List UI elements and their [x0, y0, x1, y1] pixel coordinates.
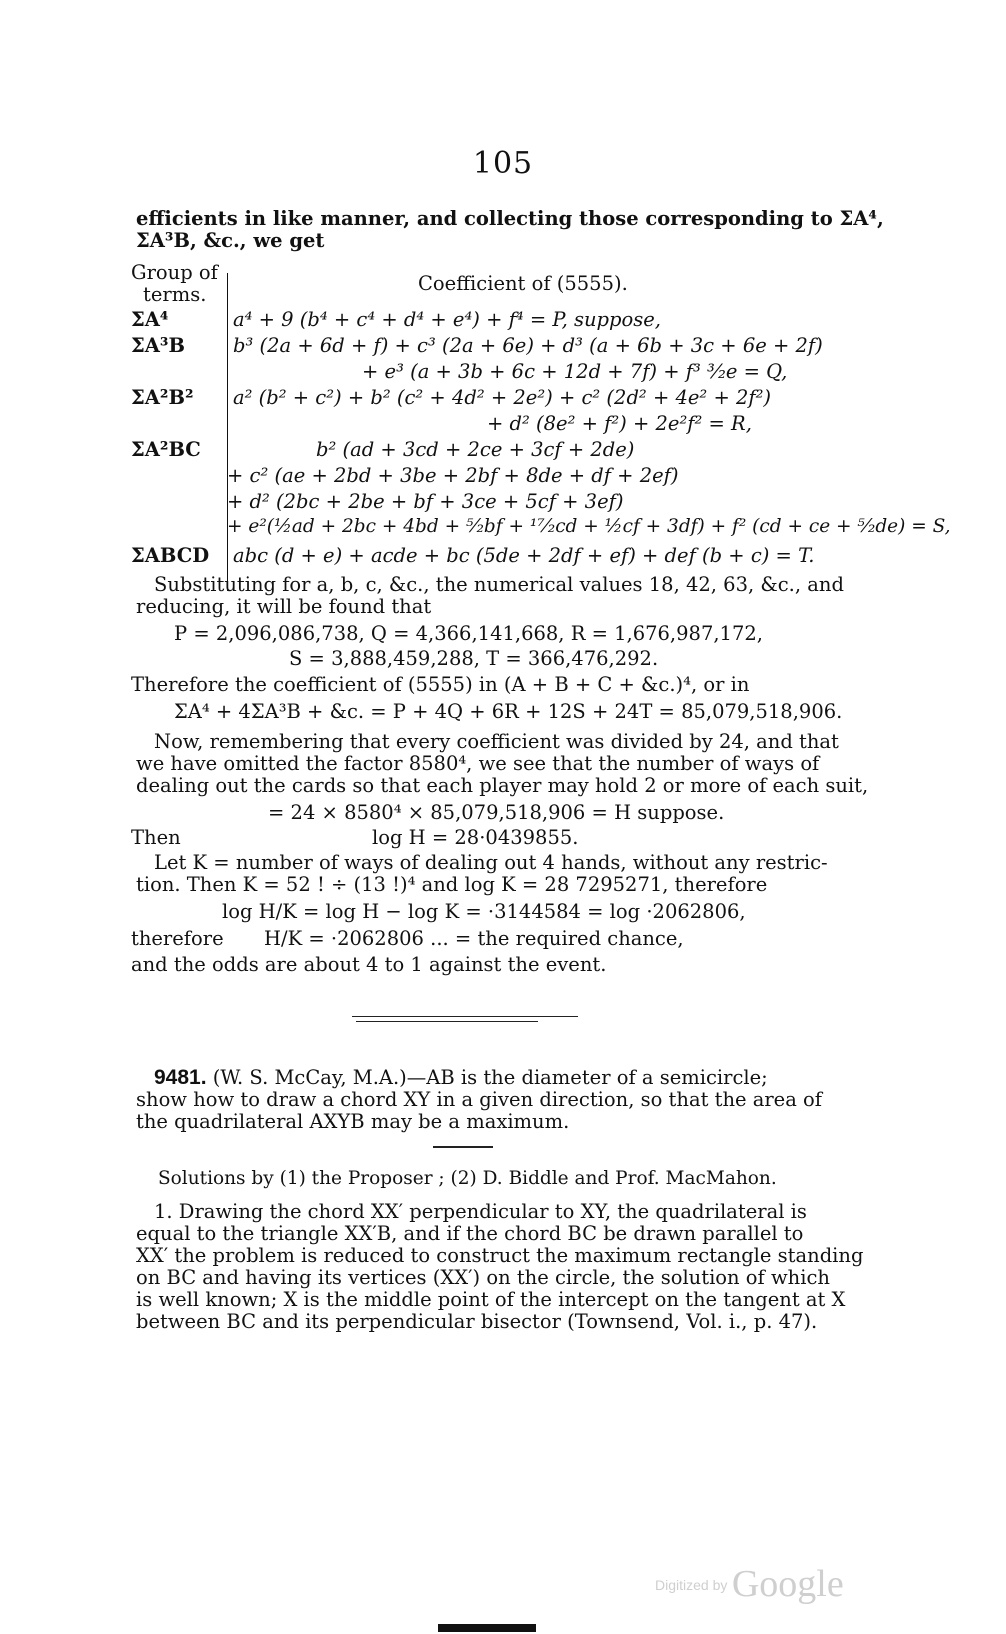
- h-equation: = 24 × 8580⁴ × 85,079,518,906 = H suppose.: [268, 801, 725, 824]
- values-line: P = 2,096,086,738, Q = 4,366,141,668, R = 1,676,987,172,: [174, 622, 763, 645]
- table-formula: + e³ (a + 3b + 6c + 12d + 7f) + f³ ³⁄₂e = Q,: [362, 360, 788, 383]
- table-group: ΣA²B²: [131, 386, 194, 409]
- now-paragraph: [136, 730, 869, 797]
- text-line: 1. Drawing the chord XX′ perpendicular to XY, the quadrilateral is: [154, 1200, 807, 1223]
- log-h-equation: log H = 28·0439855.: [372, 826, 579, 849]
- bottom-bar: [438, 1624, 536, 1632]
- text-line: on BC and having its vertices (XX′) on the circle, the solution of which: [136, 1266, 830, 1289]
- table-header-group: Group of: [131, 261, 218, 284]
- table-formula: + d² (2bc + 2be + bf + 3ce + 5cf + 3ef): [227, 490, 624, 513]
- question-paragraph: [136, 1067, 842, 1133]
- google-logo: Google: [731, 1563, 844, 1605]
- table-formula: + e²(½ad + 2bc + 4bd + ⁵⁄₂bf + ¹⁷⁄₂cd + ½cf + 3df) + f² (cd + ce + ⁵⁄₂de) = S,: [227, 516, 951, 537]
- question-text: (W. S. McCay, M.A.)—AB is the diameter of a semicircle;: [212, 1066, 768, 1089]
- table-formula: b³ (2a + 6d + f) + c³ (2a + 6e) + d³ (a + 6b + 3c + 6e + 2f): [233, 334, 823, 357]
- substituting-paragraph: [136, 574, 842, 618]
- question-number: 9481.: [154, 1066, 207, 1089]
- table-formula: a² (b² + c²) + b² (c² + 4d² + 2e²) + c² (2d² + 4e² + 2f²): [233, 386, 772, 409]
- values-line: S = 3,888,459,288, T = 366,476,292.: [289, 647, 659, 670]
- text-line: Now, remembering that every coefficient was divided by 24, and that: [154, 730, 839, 753]
- table-group: ΣA²BC: [131, 438, 201, 461]
- solutions-heading: Solutions by (1) the Proposer ; (2) D. Biddle and Prof. MacMahon.: [158, 1168, 777, 1189]
- then-label: Then: [131, 826, 181, 849]
- table-formula: + c² (ae + 2bd + 3be + 2bf + 8de + df + 2ef): [227, 464, 679, 487]
- table-group: ΣA⁴: [131, 308, 169, 331]
- page-number: 105: [472, 146, 534, 181]
- table-header-coefficient: Coefficient of (5555).: [418, 272, 628, 295]
- sum-line: ΣA⁴ + 4ΣA³B + &c. = P + 4Q + 6R + 12S + 24T = 85,079,518,906.: [174, 700, 843, 723]
- intro-line: efficients in like manner, and collecting those corresponding to ΣA⁴,: [136, 207, 884, 230]
- text-line: Substituting for a, b, c, &c., the numerical values 18, 42, 63, &c., and: [154, 573, 844, 596]
- text-line: XX′ the problem is reduced to construct the maximum rectangle standing: [136, 1244, 864, 1267]
- text-line: equal to the triangle XX′B, and if the chord BC be drawn parallel to: [136, 1222, 804, 1245]
- section-separator: [352, 1016, 578, 1017]
- hk-equation: H/K = ·2062806 ... = the required chance,: [264, 927, 684, 950]
- therefore-label: therefore: [131, 927, 224, 950]
- table-header-terms: terms.: [143, 283, 207, 306]
- question-line: [136, 1067, 842, 1089]
- intro-paragraph: [136, 207, 884, 252]
- text-line: is well known; X is the middle point of the intercept on the tangent at X: [136, 1288, 846, 1311]
- question-line: show how to draw a chord XY in a given direction, so that the area of: [136, 1088, 823, 1111]
- table-formula: + d² (8e² + f²) + 2e²f² = R,: [487, 412, 752, 435]
- text-line: tion. Then K = 52 ! ÷ (13 !)⁴ and log K = 28 7295271, therefore: [136, 873, 768, 896]
- odds-line: and the odds are about 4 to 1 against the event.: [131, 953, 607, 976]
- table-divider: [227, 273, 228, 591]
- short-rule: [433, 1146, 493, 1148]
- solution-paragraph: [136, 1200, 864, 1333]
- intro-line: ΣA³B, &c., we get: [136, 229, 325, 252]
- text-line: we have omitted the factor 8580⁴, we see that the number of ways of: [136, 752, 820, 775]
- question-line: the quadrilateral AXYB may be a maximum.: [136, 1110, 570, 1133]
- table-group: ΣABCD: [131, 544, 210, 567]
- table-formula: b² (ad + 3cd + 2ce + 3cf + 2de): [316, 438, 635, 461]
- table-formula: abc (d + e) + acde + bc (5de + 2df + ef) + def (b + c) = T.: [233, 544, 815, 567]
- table-formula: a⁴ + 9 (b⁴ + c⁴ + d⁴ + e⁴) + f⁴ = P, suppose,: [233, 308, 661, 331]
- text-line: dealing out the cards so that each player may hold 2 or more of each suit,: [136, 774, 869, 797]
- text-line: between BC and its perpendicular bisector (Townsend, Vol. i., p. 47).: [136, 1310, 818, 1333]
- let-paragraph: [136, 852, 842, 896]
- log-hk-equation: log H/K = log H − log K = ·3144584 = log ·2062806,: [222, 900, 746, 923]
- watermark-small-text: Digitized by: [655, 1577, 728, 1593]
- section-separator: [356, 1021, 538, 1022]
- table-group: ΣA³B: [131, 334, 185, 357]
- text-line: reducing, it will be found that: [136, 595, 432, 618]
- google-watermark: [655, 1562, 844, 1606]
- therefore-line: Therefore the coefficient of (5555) in (A + B + C + &c.)⁴, or in: [131, 673, 750, 696]
- text-line: Let K = number of ways of dealing out 4 hands, without any restric-: [154, 851, 828, 874]
